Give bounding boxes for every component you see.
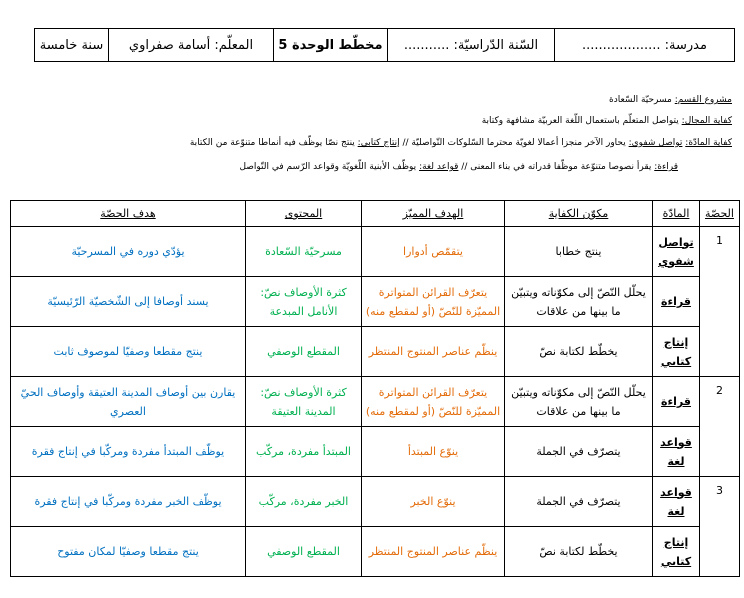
grammar-label: قواعد لغة: (419, 162, 459, 172)
objective-cell: يتعرّف القرائن المتواترة المميّزة للنّصّ (أو لمقطع منه) (362, 377, 505, 427)
content-cell: مسرحيّة السّعادة (246, 227, 362, 277)
separator: // (461, 162, 468, 172)
component-cell: ينتج خطابا (505, 227, 653, 277)
objective-cell: ينوّع المبتدأ (362, 427, 505, 477)
table-header-row (11, 201, 740, 227)
table-row (11, 427, 740, 477)
writing-value: ينتج نصّا يوظّف فيه أنماطا متنوّعة من الكتابة (189, 138, 355, 148)
subject-cell: إنتاج كتابي (653, 327, 700, 377)
subject-cell: تواصل شفوي (653, 227, 700, 277)
table-row (11, 477, 740, 527)
goal-cell: يسند أوصافا إلى الشّخصيّة الرّئيسيّة (11, 277, 246, 327)
goal-cell: يقارن بين أوصاف المدينة العتيقة وأوصاف الحيّ العصري (11, 377, 246, 427)
goal-cell: يؤدّي دوره في المسرحيّة (11, 227, 246, 277)
objective-cell: يتعرّف القرائن المتواترة المميّزة للنّصّ (أو لمقطع منه) (362, 277, 505, 327)
project-line (609, 94, 732, 106)
writing-label: إنتاج كتابي: (357, 138, 400, 148)
teacher-field: المعلّم: أسامة صفراوي (108, 29, 273, 61)
reading-label: قراءة: (654, 162, 678, 172)
goal-cell: ينتج مقطعا وصفيّا لموصوف ثابت (11, 327, 246, 377)
session-number: 1 (700, 227, 740, 377)
goal-cell: يوظّف المبتدأ مفردة ومركّبا في إنتاج فقرة (11, 427, 246, 477)
table-row (11, 327, 740, 377)
objective-cell: ينظّم عناصر المنتوج المنتظر (362, 327, 505, 377)
content-cell: المبتدأ مفردة، مركّب (246, 427, 362, 477)
content-cell: المقطع الوصفي (246, 327, 362, 377)
domain-value: يتواصل المتعلّم باستعمال اللّغة العربيّة مشافهة وكتابة (481, 116, 679, 126)
subject-cell: قواعد لغة (653, 427, 700, 477)
component-cell: يخطّط لكتابة نصّ (505, 327, 653, 377)
header-goal: هدف الحصّة (11, 201, 246, 227)
table-row (11, 377, 740, 427)
header-box (34, 28, 735, 62)
subject-label: كفاية المادّة: (685, 138, 732, 148)
objective-cell: يتقمّص أدوارا (362, 227, 505, 277)
subject-cell: قواعد لغة (653, 477, 700, 527)
component-cell: يتصرّف في الجملة (505, 427, 653, 477)
objective-cell: ينظّم عناصر المنتوج المنتظر (362, 527, 505, 577)
subject-cell: إنتاج كتابي (653, 527, 700, 577)
header-objective: الهدف المميّز (362, 201, 505, 227)
content-cell: كثرة الأوصاف نصّ: الأنامل المبدعة (246, 277, 362, 327)
header-session: الحصّة (700, 201, 740, 227)
content-cell: كثرة الأوصاف نصّ: المدينة العتيقة (246, 377, 362, 427)
goal-cell: ينتج مقطعا وصفيّا لمكان مفتوح (11, 527, 246, 577)
session-number: 2 (700, 377, 740, 477)
session-number: 3 (700, 477, 740, 577)
header-subject: المادّة (653, 201, 700, 227)
domain-line (482, 115, 732, 127)
table-row (11, 227, 740, 277)
school-year-field: السّنة الدّراسيّة: ........... (387, 29, 554, 61)
component-cell: يحلّل النّصّ إلى مكوّناته ويتبيّن ما بينها من علاقات (505, 377, 653, 427)
content-cell: الخبر مفردة، مركّب (246, 477, 362, 527)
subject-competence-line (190, 137, 732, 149)
header-component: مكوّن الكفاية (505, 201, 653, 227)
component-cell: يتصرّف في الجملة (505, 477, 653, 527)
table-row (11, 527, 740, 577)
reading-value: يقرأ نصوصا متنوّعة موظّفا قدراته في بناء المعنى (470, 162, 652, 172)
domain-label: كفاية المجال: (681, 116, 732, 126)
subject-cell: قراءة (653, 277, 700, 327)
grammar-value: يوظّف الأبنية اللّغويّة وقواعد الرّسم في التّواصل (239, 162, 417, 172)
goal-cell: يوظّف الخبر مفردة ومركّبا في إنتاج فقرة (11, 477, 246, 527)
subject-cell: قراءة (653, 377, 700, 427)
oral-label: تواصل شفوي: (628, 138, 683, 148)
objective-cell: ينوّع الخبر (362, 477, 505, 527)
header-content: المحتوى (246, 201, 362, 227)
grade-field: سنة خامسة (39, 37, 104, 53)
reading-grammar-line (239, 161, 678, 173)
unit-plan-table (10, 200, 740, 577)
separator: // (402, 138, 409, 148)
school-field: مدرسة: ................... (554, 29, 734, 61)
project-value: مسرحيّة السّعادة (609, 95, 672, 105)
content-cell: المقطع الوصفي (246, 527, 362, 577)
oral-value: يحاور الآخر منجزا أعمالا لغويّة محترما السّلوكات التّواصليّة (411, 138, 626, 148)
table-row (11, 277, 740, 327)
plan-title: مخطّط الوحدة 5 (273, 29, 387, 61)
component-cell: يخطّط لكتابة نصّ (505, 527, 653, 577)
project-label: مشروع القسم: (674, 95, 732, 105)
component-cell: يحلّل النّصّ إلى مكوّناته ويتبيّن ما بينها من علاقات (505, 277, 653, 327)
